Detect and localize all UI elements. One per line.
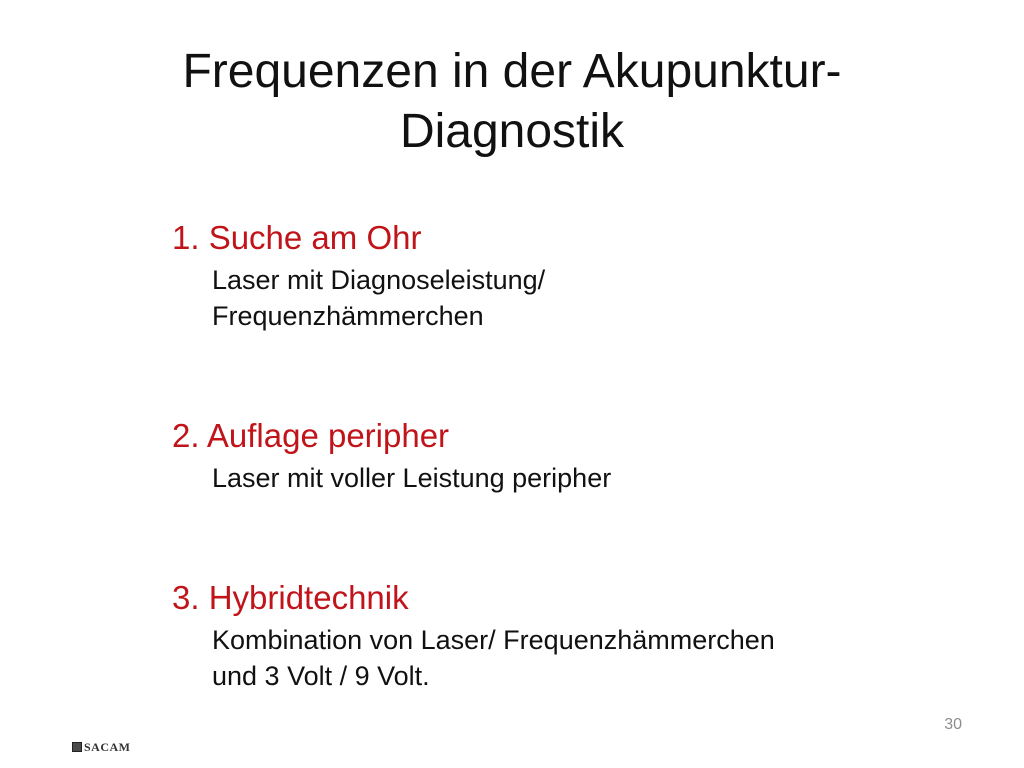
list-item-line: und 3 Volt / 9 Volt.: [212, 661, 430, 691]
list-item-heading: 1. Suche am Ohr: [172, 219, 422, 256]
list-item-line: Kombination von Laser/ Frequenzhämmerchen: [212, 625, 775, 655]
list-item-heading: 3. Hybridtechnik: [172, 579, 409, 616]
page-number: 30: [944, 716, 962, 733]
list-item-body: [212, 262, 972, 334]
list-item-heading: 2. Auflage peripher: [172, 417, 450, 454]
slide-title-line-1: Frequenzen in der Akupunktur-: [182, 45, 842, 98]
list-item-body: [212, 460, 972, 496]
list-item-line: Laser mit voller Leistung peripher: [212, 463, 612, 493]
logo-mark-icon: [72, 742, 82, 752]
sacam-logo: [72, 740, 131, 754]
list-item-line: Laser mit Diagnoseleistung/: [212, 265, 546, 295]
list-item-3: [172, 578, 972, 694]
slide-title: [0, 42, 1024, 162]
list-item-1: [172, 218, 972, 334]
list-item-line: Frequenzhämmerchen: [212, 301, 484, 331]
logo-text: SACAM: [84, 739, 131, 754]
list-item-2: [172, 416, 972, 496]
list-item-body: [212, 622, 972, 694]
slide-title-line-2: Diagnostik: [399, 105, 625, 158]
